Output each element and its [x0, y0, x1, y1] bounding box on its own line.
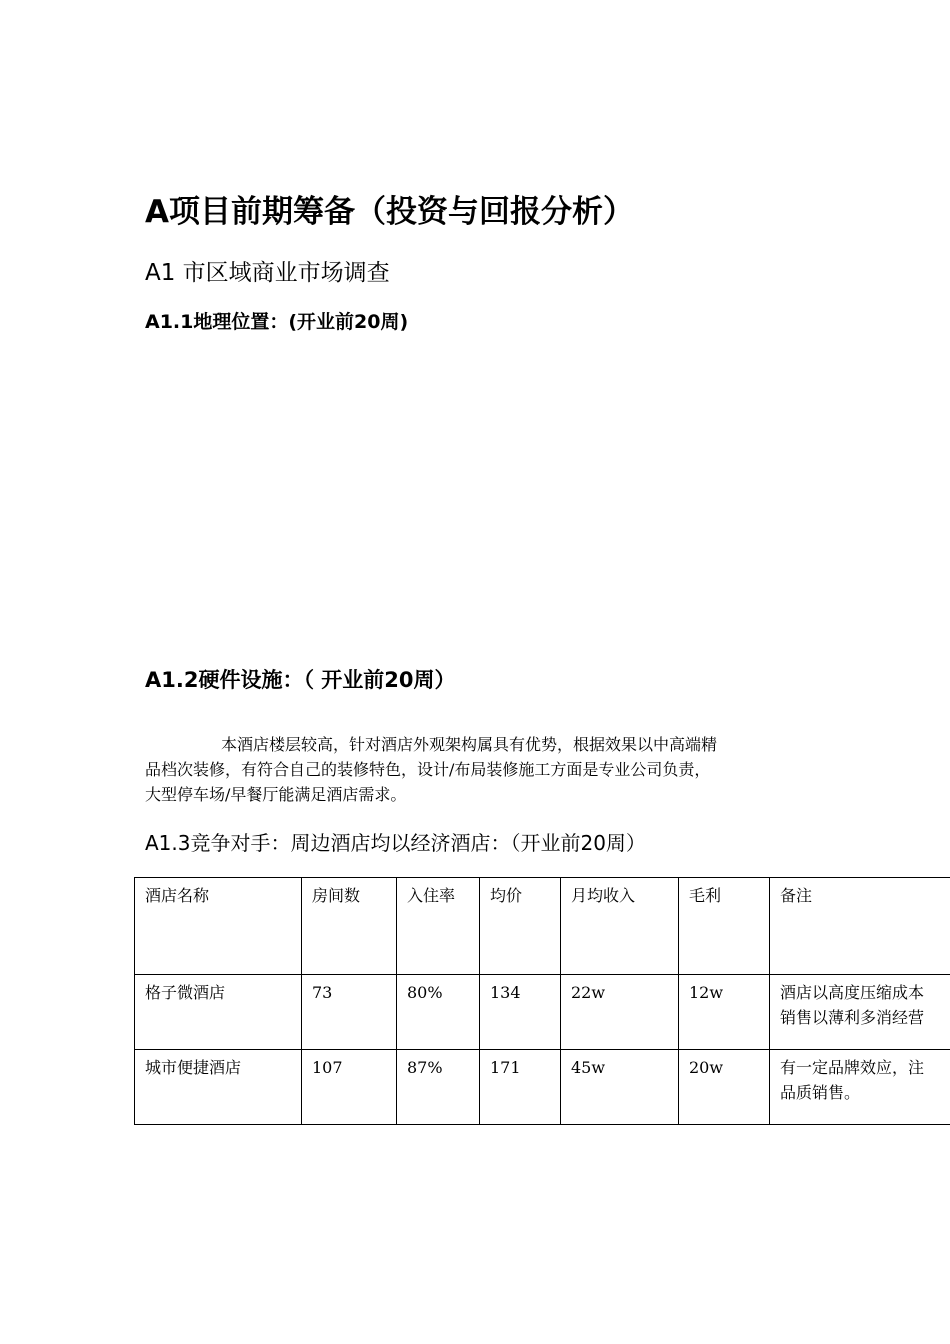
cell-occupancy: 80%	[397, 975, 480, 1050]
cell-occupancy: 87%	[397, 1050, 480, 1125]
cell-gross-profit: 12w	[679, 975, 770, 1050]
header-cell-hotel-name: 酒店名称	[135, 878, 302, 975]
cell-notes	[770, 1050, 950, 1125]
cell-rooms: 73	[302, 975, 397, 1050]
header-cell-notes: 备注	[770, 878, 950, 975]
header-cell-rooms: 房间数	[302, 878, 397, 975]
paragraph-line: 本酒店楼层较高，针对酒店外观架构属具有优势，根据效果以中高端精	[221, 735, 718, 754]
note-line: 酒店以高度压缩成本	[780, 983, 925, 1002]
note-line: 有一定品牌效应，注	[780, 1058, 925, 1077]
header-cell-gross-profit: 毛利	[679, 878, 770, 975]
cell-avg-price: 171	[480, 1050, 561, 1125]
header-cell-monthly-revenue: 月均收入	[561, 878, 679, 975]
cell-gross-profit: 20w	[679, 1050, 770, 1125]
cell-hotel-name: 城市便捷酒店	[135, 1050, 302, 1125]
note-line: 销售以薄利多消经营	[780, 1008, 925, 1027]
hardware-paragraph	[145, 732, 835, 807]
header-cell-avg-price: 均价	[480, 878, 561, 975]
paragraph-line: 品档次装修，有符合自己的装修特色，设计/布局装修施工方面是专业公司负责，	[145, 760, 711, 779]
subsection-heading-competitors: A1.3竞争对手：周边酒店均以经济酒店：（开业前20周）	[145, 831, 646, 855]
paragraph-line: 大型停车场/早餐厅能满足酒店需求。	[145, 785, 407, 804]
cell-avg-price: 134	[480, 975, 561, 1050]
table-header-row	[135, 878, 950, 975]
cell-monthly-revenue: 22w	[561, 975, 679, 1050]
cell-monthly-revenue: 45w	[561, 1050, 679, 1125]
cell-notes	[770, 975, 950, 1050]
table-row	[135, 975, 950, 1050]
header-cell-occupancy: 入住率	[397, 878, 480, 975]
subsection-heading-hardware: A1.2硬件设施：（ 开业前20周）	[145, 668, 456, 692]
table-row	[135, 1050, 950, 1125]
page-title: A项目前期筹备（投资与回报分析）	[145, 194, 634, 230]
section-heading-a1: A1 市区域商业市场调查	[145, 260, 390, 286]
subsection-heading-location: A1.1地理位置：(开业前20周)	[145, 311, 409, 333]
cell-hotel-name: 格子微酒店	[135, 975, 302, 1050]
cell-rooms: 107	[302, 1050, 397, 1125]
note-line: 品质销售。	[780, 1083, 861, 1102]
competitor-table	[134, 877, 950, 1125]
